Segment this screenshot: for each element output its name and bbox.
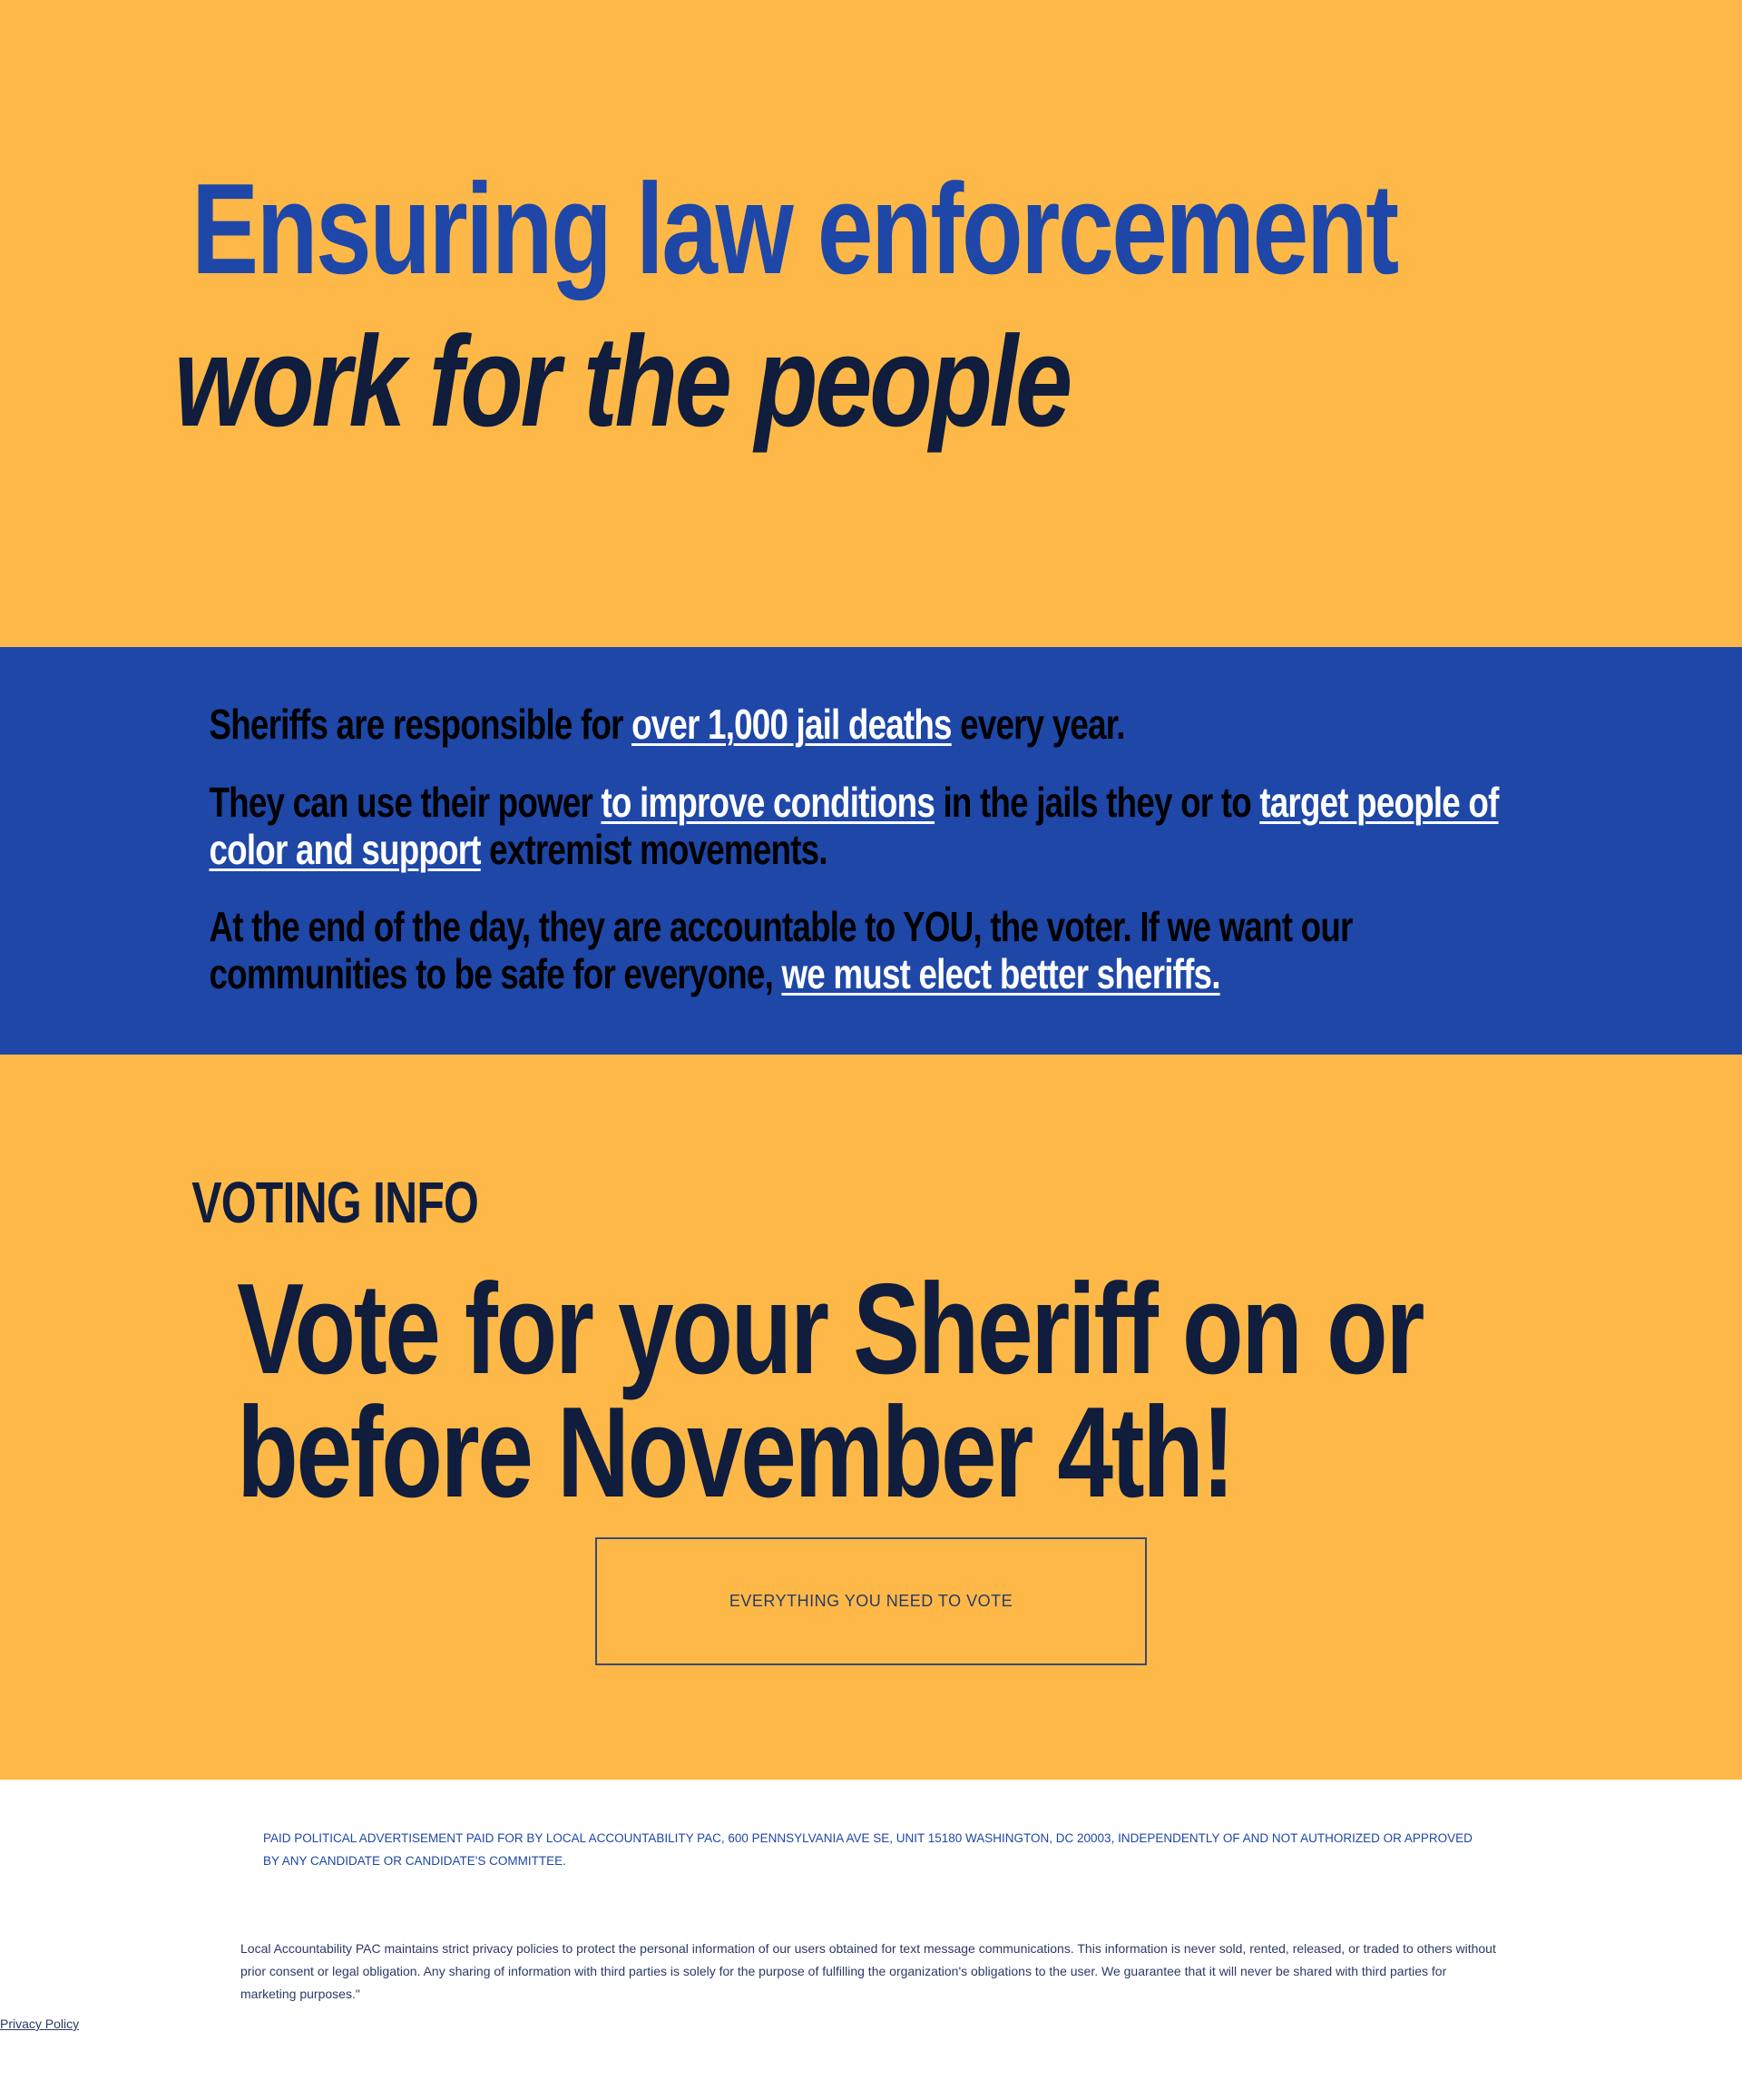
- voting-heading-text: Vote for your Sheriff on or before November 4th!: [237, 1257, 1424, 1525]
- target-people-link[interactable]: target people of color and support: [209, 779, 1499, 873]
- privacy-policy-container: [0, 2015, 1742, 2033]
- fact-text: Sheriffs are responsible for: [209, 701, 631, 748]
- privacy-statement: Local Accountability PAC maintains strict privacy policies to protect the personal information of our users obtained for text message communications. This information is never sold, rented, released, or traded to others without prior consent or legal obligation. Any sharing of information with third parties is solely for the purpose of fulfilling the organization's obligations to the user. We guarantee that it will never be shared with third parties for marketing purposes.": [240, 1941, 1496, 2001]
- elect-better-sheriffs-link[interactable]: we must elect better sheriffs.: [780, 950, 1220, 997]
- improve-conditions-link[interactable]: to improve conditions: [600, 779, 935, 826]
- fact-text: At the end of the day, they are accountable to YOU, the voter. If we want our communities to be safe for everyone,: [209, 903, 1353, 997]
- voting-info-label: VOTING INFO: [191, 1170, 479, 1235]
- fact-text: extremist movements.: [480, 826, 827, 873]
- fact-text: in the jails they or to: [934, 779, 1259, 826]
- hero-title-line2: work for the people: [174, 309, 1070, 454]
- paid-political-disclaimer: PAID POLITICAL ADVERTISEMENT PAID FOR BY LOCAL ACCOUNTABILITY PAC, 600 PENNSYLVANIA AVE SE, UNIT 15180 WASHINGTON, DC 20003, INDEPENDENTLY OF AND NOT AUTHORIZED OR APPROVED BY ANY CANDIDATE OR CANDIDATE'S COMMITTEE.: [263, 1831, 1473, 1868]
- hero-title-line1: Ensuring law enforcement: [191, 157, 1397, 301]
- voting-heading: [236, 1257, 1506, 1525]
- privacy-policy-link[interactable]: Privacy Policy: [0, 2017, 80, 2031]
- fact-jail-deaths: [209, 701, 1533, 748]
- fact-text: every year.: [951, 701, 1125, 748]
- fact-accountable: [209, 903, 1533, 997]
- fact-text: They can use their power: [209, 779, 601, 826]
- everything-you-need-to-vote-button[interactable]: EVERYTHING YOU NEED TO VOTE: [595, 1537, 1147, 1665]
- fact-power: [209, 779, 1533, 873]
- jail-deaths-link[interactable]: over 1,000 jail deaths: [631, 701, 952, 748]
